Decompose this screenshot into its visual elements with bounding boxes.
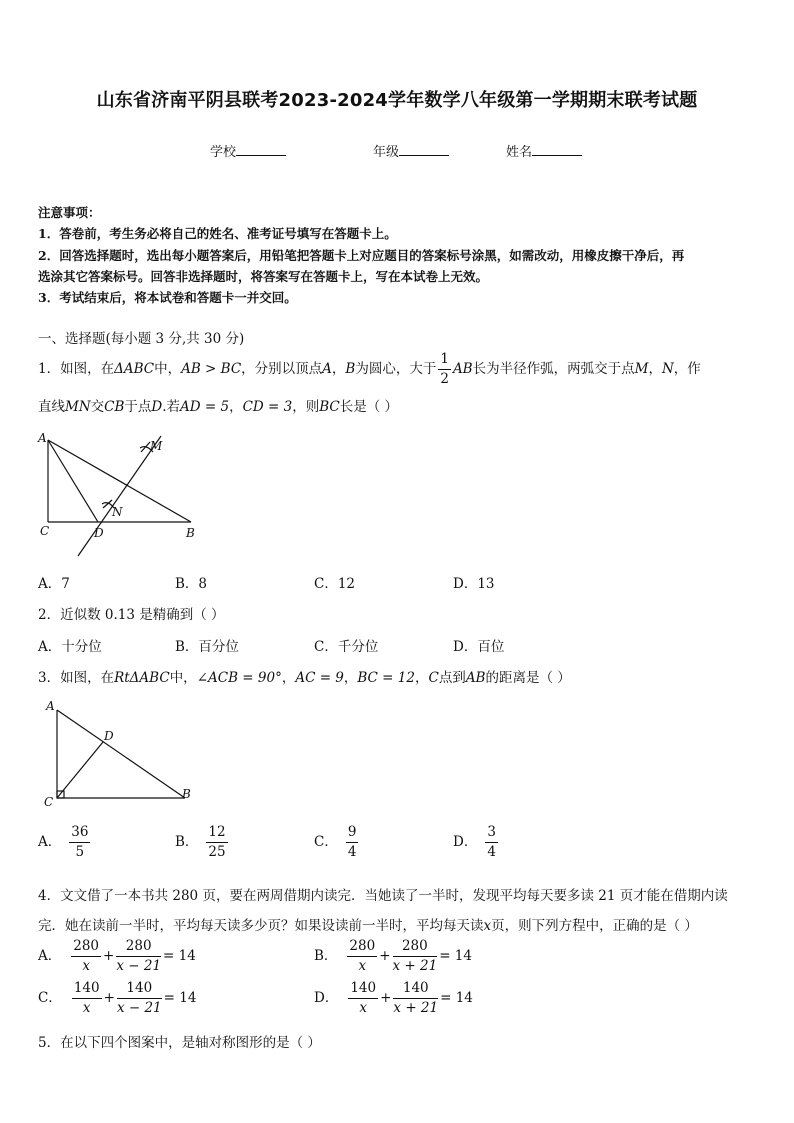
school-blank[interactable]: [236, 143, 286, 156]
question-4-line-2: 完．她在读前一半时，平均每天读多少页？如果设读前一半时，平均每天读x页，则下列方程中，正确的是（ ）: [38, 918, 698, 934]
option-a[interactable]: A． $\frac{36}{5}$: [38, 824, 89, 860]
option-b[interactable]: B．8: [175, 576, 208, 592]
name-field[interactable]: [506, 141, 582, 160]
label-a: A: [38, 431, 47, 445]
question-3-figure: [40, 698, 205, 810]
name-blank[interactable]: [532, 143, 582, 156]
notice-item: 1．答卷前，考生务必将自己的姓名、准考证号填写在答题卡上。: [38, 226, 397, 241]
segment-cd: [57, 742, 103, 798]
option-d[interactable]: D． $\frac{140}{x}$ + $\frac{140}{x + 21}$ = 14: [314, 980, 473, 1016]
segment-ab: [57, 710, 185, 798]
option-a[interactable]: A．十分位: [38, 639, 102, 655]
notice-heading: 注意事项：: [38, 205, 101, 220]
school-label: 学校: [210, 145, 237, 160]
notice-item: 选涂其它答案标号。回答非选择题时，将答案写在答题卡上，写在本试卷上无效。: [38, 269, 489, 284]
option-a[interactable]: A．7: [38, 576, 70, 592]
label-b: B: [182, 787, 191, 801]
option-b[interactable]: B． $\frac{12}{25}$: [175, 824, 226, 860]
label-d: D: [94, 526, 104, 540]
option-c[interactable]: C． $\frac{9}{4}$: [314, 824, 357, 860]
label-c: C: [40, 524, 50, 538]
grade-field[interactable]: [373, 141, 449, 160]
question-5: 5．在以下四个图案中，是轴对称图形的是（ ）: [38, 1035, 321, 1051]
question-1-figure: [36, 428, 206, 558]
half-fraction: $\frac{1}{2}$: [440, 351, 449, 387]
question-1-line-2: 直线MN交CB于点D.若AD = 5，CD = 3，则BC长是（ ）: [38, 399, 399, 415]
option-a[interactable]: A． $\frac{280}{x}$ + $\frac{280}{x - 21}$ = 14: [38, 938, 196, 974]
option-b[interactable]: B． $\frac{280}{x}$ + $\frac{280}{x + 21}$ = 14: [314, 938, 472, 974]
label-d: D: [104, 729, 114, 743]
label-b: B: [186, 526, 195, 540]
label-c: C: [44, 795, 54, 809]
name-label: 姓名: [506, 145, 533, 160]
line-mn: [78, 436, 161, 556]
grade-blank[interactable]: [399, 143, 449, 156]
school-field[interactable]: [210, 141, 286, 160]
option-c[interactable]: C．千分位: [314, 639, 379, 655]
segment-ad: [48, 440, 98, 522]
page-title: 山东省济南平阴县联考2023-2024学年数学八年级第一学期期末联考试题: [96, 90, 698, 111]
option-d[interactable]: D．百位: [453, 639, 505, 655]
option-d[interactable]: D． $\frac{3}{4}$: [453, 824, 496, 860]
question-1-line-1: 1．如图，在ΔABC中，AB > BC，分别以顶点A，B为圆心，大于 $\frac{1}{2}$ AB长为半径作弧，两弧交于点M，N，作: [38, 351, 701, 387]
question-2: 2．近似数 0.13 是精确到（ ）: [38, 607, 225, 623]
question-4-line-1: 4．文文借了一本书共 280 页，要在两周借期内读完．当她读了一半时，发现平均每天要多读 21 页才能在借期内读: [38, 888, 728, 904]
label-m: M: [150, 439, 163, 453]
question-3: 3．如图，在RtΔABC中，∠ACB = 90°，AC = 9，BC = 12，C点到AB的距离是（ ）: [38, 670, 571, 686]
label-a: A: [46, 699, 55, 713]
option-c[interactable]: C．12: [314, 576, 356, 592]
notice-item: 3．考试结束后，将本试卷和答题卡一并交回。: [38, 290, 297, 305]
section-heading: 一、选择题(每小题 3 分,共 30 分): [38, 331, 245, 347]
label-n: N: [112, 505, 123, 519]
notice-item: 2．回答选择题时，选出每小题答案后，用铅笔把答题卡上对应题目的答案标号涂黑，如需改动，用橡皮擦干净后，再: [38, 248, 685, 263]
grade-label: 年级: [373, 145, 400, 160]
option-c[interactable]: C． $\frac{140}{x}$ + $\frac{140}{x - 21}$ = 14: [38, 980, 197, 1016]
option-b[interactable]: B．百分位: [175, 639, 239, 655]
option-d[interactable]: D．13: [453, 576, 495, 592]
